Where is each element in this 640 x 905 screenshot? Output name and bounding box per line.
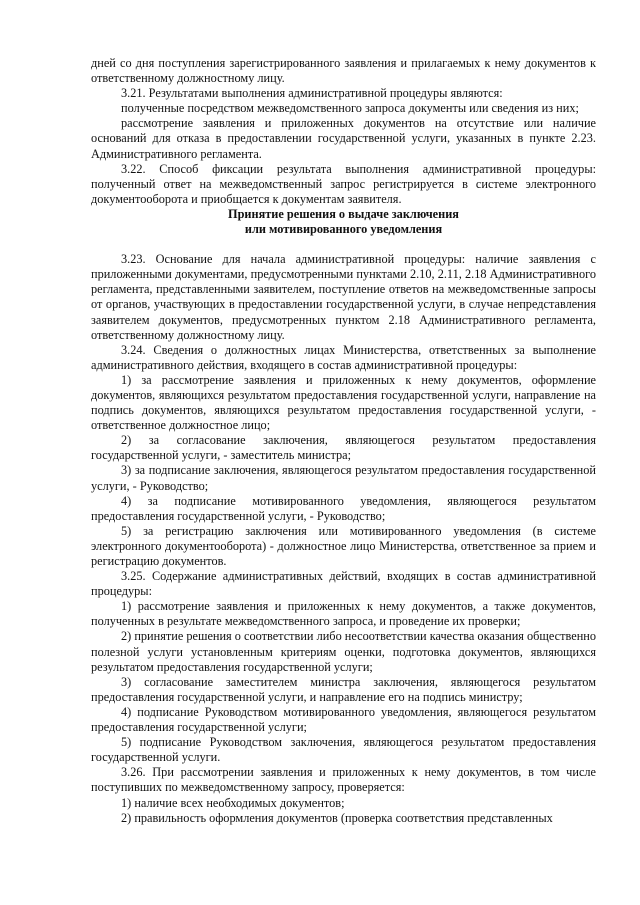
paragraph-3-25-item-1: 1) рассмотрение заявления и приложенных к нему документов, а также документов, полученных в результате межведомственного запроса, и проведение их проверки;	[91, 599, 596, 629]
paragraph-3-25-item-2: 2) принятие решения о соответствии либо несоответствии качества оказания общественно полезной услуги установленным критериям оценки, подготовка документов, являющихся результатом предоставления государственной услуги;	[91, 629, 596, 674]
paragraph-3-24-item-5: 5) за регистрацию заключения или мотивированного уведомления (в системе электронного документооборота) - должностное лицо Министерства, ответственное за прием и регистрацию документов.	[91, 523, 596, 568]
section-heading	[91, 207, 596, 237]
paragraph-3-26: 3.26. При рассмотрении заявления и приложенных к нему документов, в том числе поступивших по межведомственному запросу, проверяется:	[91, 765, 596, 795]
paragraph-3-21: 3.21. Результатами выполнения административной процедуры являются:	[121, 86, 503, 101]
section-heading-line-2: или мотивированного уведомления	[244, 222, 443, 237]
paragraph-continuation: дней со дня поступления зарегистрированного заявления и прилагаемых к нему документов к ответственному должностному лицу.	[91, 56, 596, 86]
paragraph-3-26-item-1: 1) наличие всех необходимых документов;	[121, 795, 345, 810]
paragraph-3-24-item-1: 1) за рассмотрение заявления и приложенных к нему документов, оформление документов, являющихся результатом предоставления государственной услуги, направление на подпись документов, являющихся результатом предоставления государственной услуги, - ответственное должностное лицо;	[91, 372, 596, 433]
paragraph-3-24-item-4: 4) за подписание мотивированного уведомления, являющегося результатом предоставления государственной услуги, - Руководство;	[91, 493, 596, 523]
paragraph-3-25-item-3: 3) согласование заместителем министра заключения, являющегося результатом предоставления государственной услуги, и направление его на подпись министру;	[91, 674, 596, 704]
section-heading-line-1: Принятие решения о выдаче заключения	[228, 206, 459, 221]
paragraph-3-26-item-2: 2) правильность оформления документов (проверка соответствия представленных	[121, 810, 553, 825]
paragraph-3-25-item-5: 5) подписание Руководством заключения, являющегося результатом предоставления государственной услуги.	[91, 735, 596, 765]
paragraph-3-23: 3.23. Основание для начала административной процедуры: наличие заявления с приложенными документами, предусмотренными пунктами 2.10, 2.11, 2.18 Административного регламента, представленными заявителем, поступление ответов на межведомственные запросы от органов, участвующих в предоставлении государственной услуги, в случае непредставления заявителем документов, предусмотренных пунктом 2.18 Административного регламента, ответственному должностному лицу.	[91, 252, 596, 342]
paragraph-3-25-item-4: 4) подписание Руководством мотивированного уведомления, являющегося результатом предоставления государственной услуги;	[91, 704, 596, 735]
paragraph-3-24-item-3: 3) за подписание заключения, являющегося результатом предоставления государственной услуги, - Руководство;	[91, 463, 596, 493]
document-page	[91, 56, 596, 826]
paragraph-3-22: 3.22. Способ фиксации результата выполнения административной процедуры: полученный ответ на межведомственный запрос регистрируется в системе электронного документооборота и приобщается к документам заявителя.	[91, 161, 596, 206]
paragraph-3-25: 3.25. Содержание административных действий, входящих в состав административной процедуры:	[91, 569, 596, 599]
paragraph-3-21-item-2: рассмотрение заявления и приложенных документов на отсутствие или наличие оснований для отказа в предоставлении государственной услуги, указанных в пункте 2.23. Административного регламента.	[91, 116, 596, 161]
paragraph-3-21-item-1: полученные посредством межведомственного запроса документы или сведения из них;	[121, 101, 579, 116]
paragraph-3-24: 3.24. Сведения о должностных лицах Министерства, ответственных за выполнение административного действия, входящего в состав административной процедуры:	[91, 342, 596, 372]
spacer	[91, 237, 596, 252]
paragraph-3-24-item-2: 2) за согласование заключения, являющегося результатом предоставления государственной услуги, - заместитель министра;	[91, 433, 596, 463]
